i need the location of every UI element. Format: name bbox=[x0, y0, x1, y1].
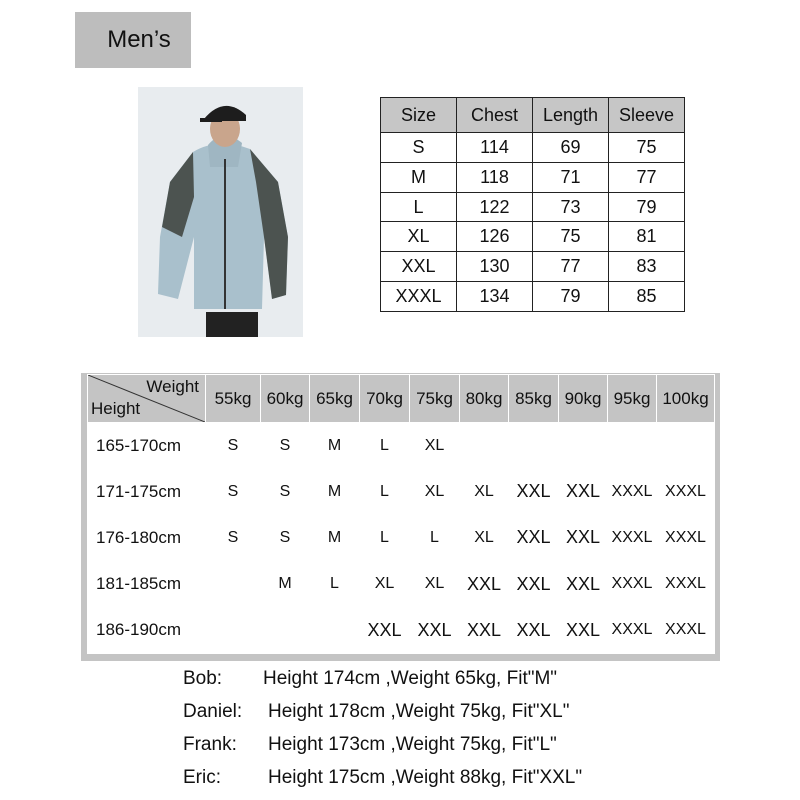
weight-header: 60kg bbox=[261, 375, 310, 423]
fit-size-cell: XXL bbox=[559, 561, 608, 607]
weight-header: 90kg bbox=[559, 375, 608, 423]
fit-chart-row bbox=[88, 469, 715, 515]
example-row bbox=[183, 666, 743, 699]
fit-size-cell: L bbox=[360, 469, 410, 515]
fit-size-cell: XL bbox=[410, 469, 460, 515]
size-chart-cell: 73 bbox=[533, 192, 609, 222]
fit-chart-header-row bbox=[88, 375, 715, 423]
fit-size-cell: XXL bbox=[509, 469, 559, 515]
fit-chart-row bbox=[88, 423, 715, 469]
size-chart-cell: 118 bbox=[457, 162, 533, 192]
fit-size-cell: XL bbox=[410, 423, 460, 469]
height-range-cell: 181-185cm bbox=[88, 561, 206, 607]
fit-size-cell: XXXL bbox=[608, 561, 657, 607]
weight-header: 80kg bbox=[460, 375, 509, 423]
fit-chart-corner-cell bbox=[88, 375, 206, 423]
fit-size-cell: M bbox=[310, 423, 360, 469]
fit-size-cell: XXL bbox=[559, 469, 608, 515]
size-chart-header-row bbox=[381, 98, 685, 133]
size-chart-cell: 79 bbox=[533, 282, 609, 312]
fit-size-cell bbox=[559, 423, 608, 469]
section-label bbox=[75, 12, 191, 68]
weight-header: 65kg bbox=[310, 375, 360, 423]
example-name: Daniel: bbox=[183, 701, 243, 722]
fit-size-cell: M bbox=[310, 515, 360, 561]
fit-size-cell: XXL bbox=[360, 607, 410, 653]
fit-size-cell: XXXL bbox=[608, 607, 657, 653]
weight-header: 75kg bbox=[410, 375, 460, 423]
fit-size-cell: L bbox=[310, 561, 360, 607]
weight-header: 100kg bbox=[657, 375, 715, 423]
example-text: Height 175cm ,Weight 88kg, Fit"XXL" bbox=[268, 767, 583, 788]
size-chart-cell: M bbox=[381, 162, 457, 192]
example-text: Height 174cm ,Weight 65kg, Fit"M" bbox=[263, 668, 558, 689]
fit-size-cell: XXL bbox=[460, 561, 509, 607]
fit-size-cell bbox=[657, 423, 715, 469]
size-chart-cell: XXXL bbox=[381, 282, 457, 312]
fit-size-cell: XL bbox=[460, 515, 509, 561]
fit-size-cell: XXL bbox=[559, 515, 608, 561]
example-text: Height 173cm ,Weight 75kg, Fit"L" bbox=[268, 734, 557, 755]
height-range-cell: 165-170cm bbox=[88, 423, 206, 469]
fit-size-cell: XL bbox=[360, 561, 410, 607]
fit-size-cell: XXXL bbox=[608, 469, 657, 515]
fit-size-cell bbox=[261, 607, 310, 653]
jacket-model-illustration bbox=[138, 87, 303, 337]
size-chart-row bbox=[381, 222, 685, 252]
size-chart-row bbox=[381, 282, 685, 312]
size-chart-cell: 83 bbox=[609, 252, 685, 282]
example-row bbox=[183, 699, 743, 732]
fit-size-cell: XL bbox=[410, 561, 460, 607]
size-chart-cell: XL bbox=[381, 222, 457, 252]
size-chart-cell: 79 bbox=[609, 192, 685, 222]
size-chart-row bbox=[381, 133, 685, 163]
size-chart-cell: 71 bbox=[533, 162, 609, 192]
model-photo bbox=[138, 87, 303, 337]
size-chart-cell: L bbox=[381, 192, 457, 222]
fit-size-cell: M bbox=[310, 469, 360, 515]
size-chart-table bbox=[380, 97, 685, 312]
fit-size-cell bbox=[310, 607, 360, 653]
fit-size-cell: S bbox=[261, 515, 310, 561]
fit-size-cell: XXL bbox=[509, 515, 559, 561]
size-chart-cell: XXL bbox=[381, 252, 457, 282]
fit-size-cell bbox=[206, 561, 261, 607]
size-chart-row bbox=[381, 162, 685, 192]
fit-size-cell: L bbox=[360, 423, 410, 469]
fit-size-cell bbox=[206, 607, 261, 653]
fit-size-cell: S bbox=[206, 469, 261, 515]
size-chart-cell: 77 bbox=[609, 162, 685, 192]
section-label-text: Men’s bbox=[107, 26, 171, 53]
weight-header: 95kg bbox=[608, 375, 657, 423]
fit-chart-row bbox=[88, 561, 715, 607]
size-chart-cell: 69 bbox=[533, 133, 609, 163]
size-chart-cell: 75 bbox=[609, 133, 685, 163]
size-chart-cell: 130 bbox=[457, 252, 533, 282]
example-row bbox=[183, 732, 743, 765]
fit-size-cell: S bbox=[261, 469, 310, 515]
height-range-cell: 171-175cm bbox=[88, 469, 206, 515]
size-chart-row bbox=[381, 192, 685, 222]
size-chart-row bbox=[381, 252, 685, 282]
fit-size-cell: L bbox=[410, 515, 460, 561]
fit-size-cell: S bbox=[206, 515, 261, 561]
fit-size-cell: XXL bbox=[460, 607, 509, 653]
fit-size-cell bbox=[608, 423, 657, 469]
fit-size-cell: XL bbox=[460, 469, 509, 515]
size-chart-header: Sleeve bbox=[609, 98, 685, 133]
height-range-cell: 186-190cm bbox=[88, 607, 206, 653]
size-chart-cell: 75 bbox=[533, 222, 609, 252]
size-chart-cell: 114 bbox=[457, 133, 533, 163]
fit-size-cell: XXXL bbox=[657, 515, 715, 561]
corner-weight-label: Weight bbox=[146, 377, 199, 396]
fit-chart-table bbox=[87, 374, 715, 654]
fit-chart-row bbox=[88, 607, 715, 653]
fit-size-cell: L bbox=[360, 515, 410, 561]
fit-size-cell: XXL bbox=[509, 607, 559, 653]
size-chart-header: Size bbox=[381, 98, 457, 133]
example-row bbox=[183, 765, 743, 798]
example-name: Frank: bbox=[183, 734, 237, 755]
fit-size-cell bbox=[509, 423, 559, 469]
fit-size-cell: XXXL bbox=[608, 515, 657, 561]
height-range-cell: 176-180cm bbox=[88, 515, 206, 561]
example-name: Eric: bbox=[183, 767, 221, 788]
corner-height-label: Height bbox=[91, 399, 141, 418]
size-chart-cell: S bbox=[381, 133, 457, 163]
fit-chart-row bbox=[88, 515, 715, 561]
fit-size-cell: XXXL bbox=[657, 469, 715, 515]
size-chart-cell: 122 bbox=[457, 192, 533, 222]
fit-size-cell: XXL bbox=[509, 561, 559, 607]
size-chart-cell: 85 bbox=[609, 282, 685, 312]
fit-chart-frame bbox=[81, 373, 720, 661]
size-chart-cell: 77 bbox=[533, 252, 609, 282]
fit-examples bbox=[183, 666, 743, 798]
fit-size-cell: XXXL bbox=[657, 607, 715, 653]
fit-size-cell bbox=[460, 423, 509, 469]
weight-header: 70kg bbox=[360, 375, 410, 423]
example-name: Bob: bbox=[183, 668, 223, 689]
weight-header: 55kg bbox=[206, 375, 261, 423]
fit-size-cell: S bbox=[261, 423, 310, 469]
size-chart-cell: 126 bbox=[457, 222, 533, 252]
size-chart-cell: 134 bbox=[457, 282, 533, 312]
fit-size-cell: XXL bbox=[410, 607, 460, 653]
size-chart-cell: 81 bbox=[609, 222, 685, 252]
weight-header: 85kg bbox=[509, 375, 559, 423]
size-chart-header: Length bbox=[533, 98, 609, 133]
example-text: Height 178cm ,Weight 75kg, Fit"XL" bbox=[268, 701, 570, 722]
fit-size-cell: XXL bbox=[559, 607, 608, 653]
fit-size-cell: M bbox=[261, 561, 310, 607]
size-chart-header: Chest bbox=[457, 98, 533, 133]
fit-size-cell: S bbox=[206, 423, 261, 469]
fit-size-cell: XXXL bbox=[657, 561, 715, 607]
